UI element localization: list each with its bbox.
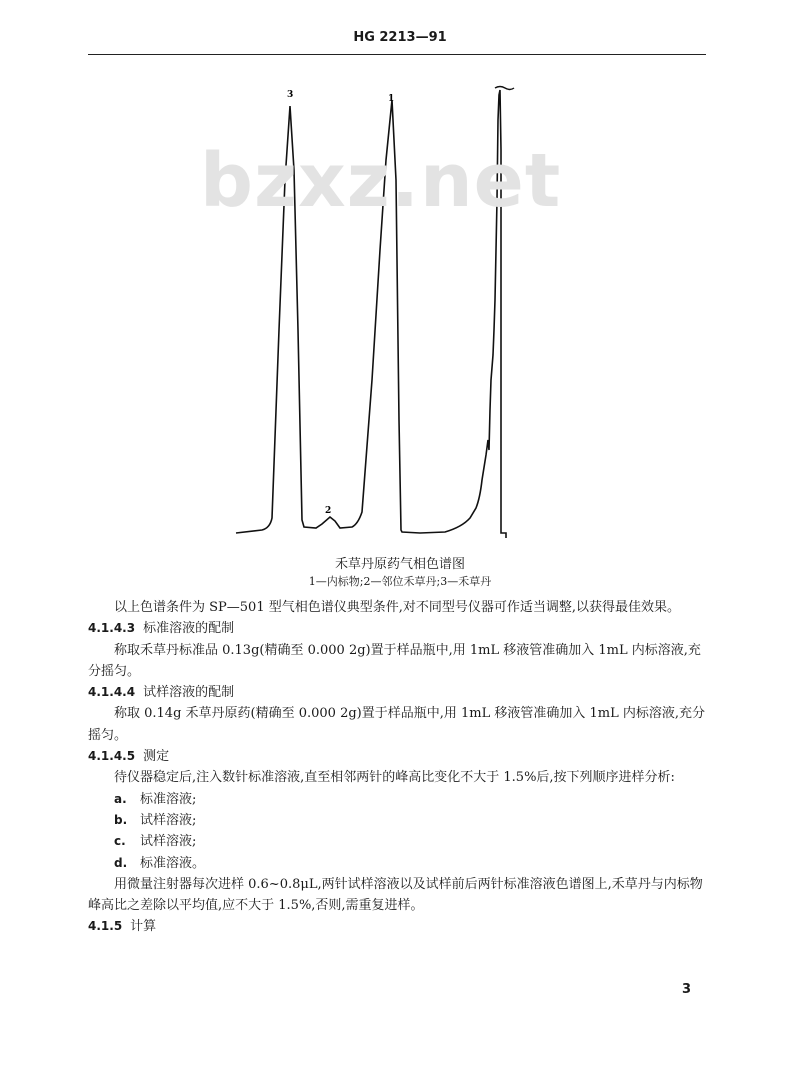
section-title: 试样溶液的配制 (143, 685, 235, 701)
peak-label-1: 1 (388, 94, 395, 104)
list-item-text: 试样溶液; (140, 834, 197, 850)
list-item-text: 标准溶液。 (140, 855, 206, 871)
paragraph-standard-prep: 称取禾草丹标准品 0.13g(精确至 0.000 2g)置于样品瓶中,用 1mL 移液管准确加入 1mL 内标溶液,充分摇匀。 (88, 642, 701, 679)
figure-caption: 禾草丹原药气相色谱图 (334, 557, 465, 572)
paragraph-injection: 用微量注射器每次进样 0.6~0.8μL,两针试样溶液以及试样前后两针标准溶液色谱图上,禾草丹与内标物峰高比之差除以平均值,应不大于 1.5%,否则,需重复进样。 (88, 876, 703, 914)
list-item-label: b. (114, 812, 128, 827)
list-item (88, 831, 708, 852)
list-item (88, 853, 708, 874)
list-item-text: 标准溶液; (140, 791, 197, 807)
peak-label-3: 3 (287, 90, 294, 100)
section-number: 4.1.4.4 (88, 685, 136, 700)
site-watermark: bzxz.net (200, 138, 562, 224)
peak-label-2: 2 (325, 506, 332, 516)
section-number: 4.1.5 (88, 919, 123, 934)
section-heading-calculation (88, 916, 708, 937)
list-item-label: d. (114, 855, 128, 870)
paragraph-determination: 待仪器稳定后,注入数针标准溶液,直至相邻两针的峰高比变化不大于 1.5%后,按下列顺序进样分析: (114, 770, 675, 786)
section-title: 计算 (130, 919, 157, 935)
list-item-label: c. (114, 834, 126, 849)
list-item-text: 试样溶液; (140, 812, 197, 828)
section-heading-determination (88, 746, 708, 767)
figure-legend: 1—内标物;2—邻位禾草丹;3—禾草丹 (308, 575, 492, 588)
section-title: 测定 (143, 749, 170, 765)
list-item-label: a. (114, 791, 127, 806)
list-item (88, 789, 708, 810)
section-number: 4.1.4.3 (88, 621, 136, 636)
section-title: 标准溶液的配制 (143, 621, 235, 637)
solvent-peak-mark (495, 87, 514, 90)
list-item (88, 810, 708, 831)
paragraph-conditions: 以上色谱条件为 SP—501 型气相色谱仪典型条件,对不同型号仪器可作适当调整,以获得最佳效果。 (114, 600, 680, 615)
page-number: 3 (682, 982, 692, 997)
paragraph-sample-prep: 称取 0.14g 禾草丹原药(精确至 0.000 2g)置于样品瓶中,用 1mL 移液管准确加入 1mL 内标溶液,充分摇匀。 (88, 706, 706, 743)
header-rule (88, 54, 706, 55)
section-heading-sample-solution (88, 682, 708, 703)
document-body (88, 597, 708, 938)
section-heading-standard-solution (88, 618, 708, 639)
standard-code-header: HG 2213—91 (353, 30, 447, 45)
section-number: 4.1.4.5 (88, 749, 136, 764)
